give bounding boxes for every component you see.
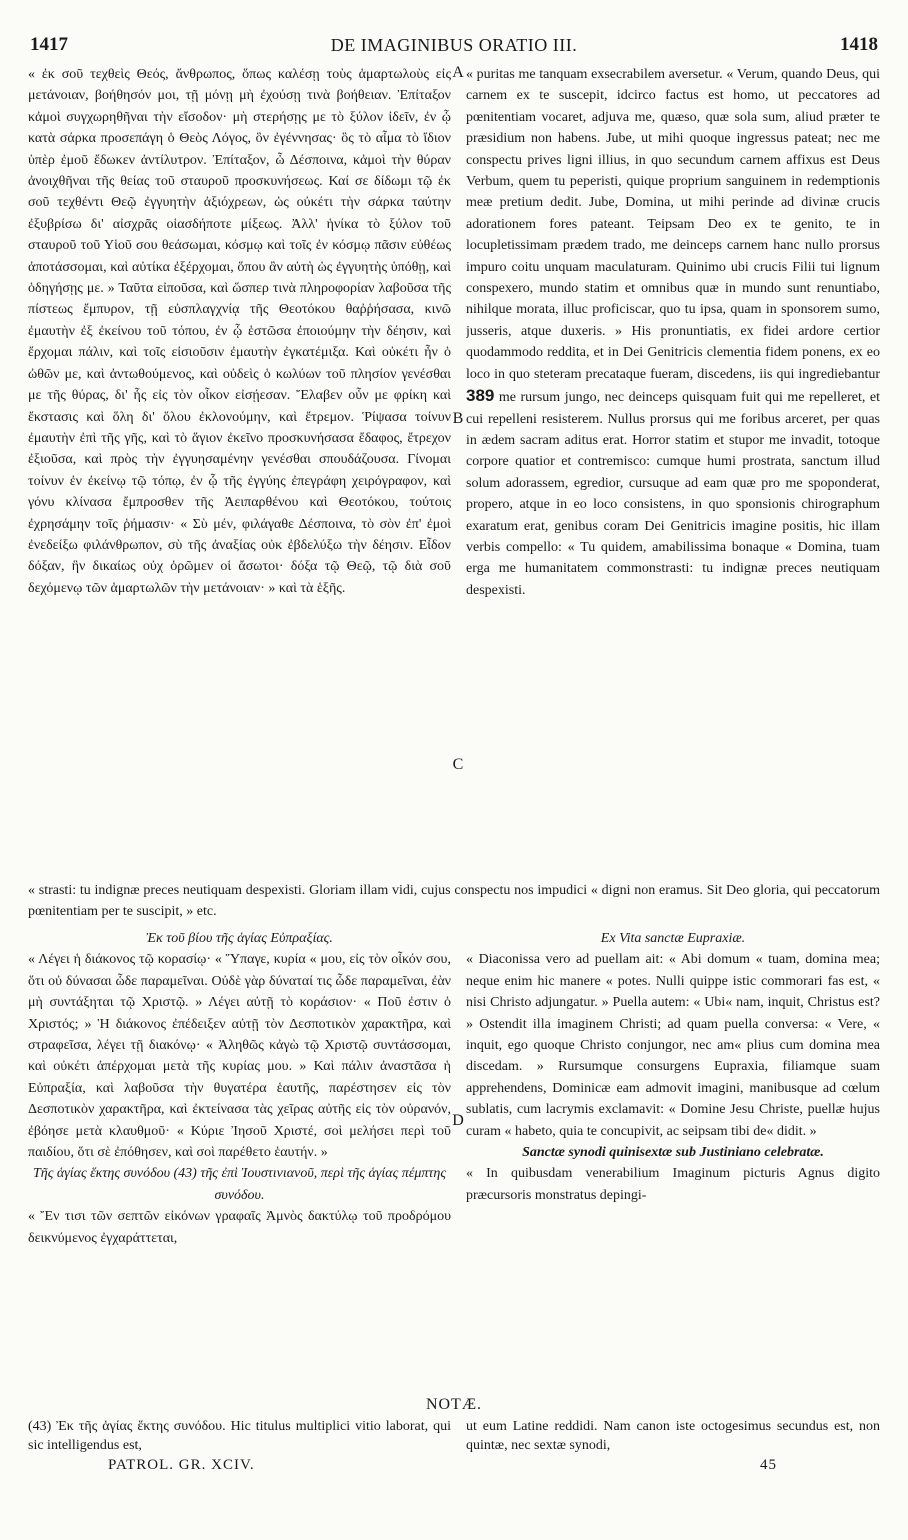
greek-lower-column — [28, 928, 451, 1388]
greek-column — [28, 64, 451, 876]
greek-paragraph: « ἐκ σοῦ τεχθεὶς Θεός, ἄνθρωπος, ὅπως καλέσῃ τοὺς ἁμαρτωλοὺς εἰς μετάνοιαν, βοήθησόν μοι, τῇ μόνῃ μὴ ἐχούσῃ τινὰ βοήθειαν. Ἐπίταξον κἀμοὶ συγχωρηθῆναι τὴν εἴσοδον· μὴ στερήσῃς με τὸ ξύλον ἰδεῖν, ἐν ᾧ κατὰ σάρκα προσεπάγη ὁ Θεὸς Λόγος, ὃν ἐγέννησας· ὃς τὸ αἷμα τὸ ἴδιον ὑπὲρ ἐμοῦ ἔδωκεν ἀντίλυτρον. Ἐπίταξον, ὦ Δέσποινα, κἀμοὶ τὴν θύραν ἀνοιχθῆναι τῆς θείας τοῦ σταυροῦ προσκυνήσεως. Καί σε δίδωμι τῷ ἐκ σοῦ τεχθέντι Θεῷ ἐγγυητὴν ἀξιόχρεων, ὡς οὐκέτι τὴν σάρκα ταύτην ἐξυβρίσω δι' αἰσχρᾶς οἱασδήποτε μίξεως. Ἀλλ' ἡνίκα τὸ ξύλον τοῦ σταυροῦ τοῦ Υἱοῦ σου θεάσωμαι, κόσμῳ καὶ τοῖς ἐν κόσμῳ πᾶσιν εὐθέως ἀποτάσσομαι, καὶ αὐτίκα ἐξέρχομαι, ὅπου ἂν αὐτὴ ὡς ἐγγυητὴς ὑπόθῃ, καὶ ὁδηγήσῃς με. » Ταῦτα εἰποῦσα, καὶ ὥσπερ τινὰ πληροφορίαν λαβοῦσα τῆς πίστεως ἔμπυρον, τῇ εὐσπλαγχνίᾳ τῆς Θεοτόκου θαῤῥήσασα, κινῶ ἐμαυτὴν ἐξ ἐκείνου τοῦ τόπου, ἐν ᾧ ἑστῶσα ἐποιούμην τὴν δέησιν, καὶ ἔρχομαι πάλιν, καὶ τοῖς εἰσιοῦσιν ἐμαυτὴν ἐγκατέμιξα. Καὶ οὐκέτι ἦν ὁ ὠθῶν με, καὶ ἀντωθούμενος, καὶ οὐδεὶς ὁ κωλύων τοῦ πλησίον γενέσθαι με τῆς θύρας, δι' ἧς εἰς τὸν οἶκον εἰσῄεσαν. Ἔλαβεν οὖν με φρίκη καὶ ἔκστασις καὶ ὅλη δι' ὅλου ἐκλονούμην, καὶ ἔτρεμον. Ῥίψασα τοίνυν ἐμαυτὴν ἐπὶ τῆς γῆς, καὶ τὸ ἅγιον ἐκεῖνο προσκυνήσασα ἔδαφος, ἔτρεχον ἐξιοῦσα, καὶ πρὸς τὴν ἐγγυησαμένην γενέσθαι σπουδάζουσα. Γίνομαι τοίνυν ἐν ἐκείνῳ τῷ τόπῳ, ἐν ᾧ τῆς ἐγγύης ἐπεγράφη χειρόγραφον, καὶ γόνυ κλίνασα ἔμπροσθεν τῆς Ἀειπαρθένου καὶ Θεοτόκου, τούτοις ἐχρησάμην τοῖς ῥήμασιν· « Σὺ μέν, φιλάγαθε Δέσποινα, τὸ σὸν ἐπ' ἐμοὶ ἐνεδείξω φιλάνθρωπον, σὺ τῆς ἀναξίας οὐκ ἐβδελύξω τὴν δέησιν. Εἶδον δόξαν, ἣν δικαίως οὐχ ὁρῶμεν οἱ ἄσωτοι· δόξα τῷ Θεῷ, τῷ διὰ σοῦ δεχόμενῳ τῶν ἁμαρτωλῶν τὴν μετάνοιαν· » καὶ τὰ ἑξῆς. — [28, 67, 451, 596]
footer-signature: PATROL. GR. XCIV. — [108, 1457, 255, 1473]
latin-text-part-1: « puritas me tanquam exsecrabilem aversetur. « Verum, quando Deus, qui carnem ex te suscepit, idcirco factus est homo, ut peccatores ad pœnitentiam vocaret, adjuva me, quæso, quæ sola sum, aliud præter te præsidium non habens. Jube, ut mihi quoque ingressus pateat; nec me conspectu prives ligni illius, in quo secundum carnem affixus est Deus Verbum, quem tu peperisti, quique proprium sanguinem in redemptionis meæ pretium dedit. Jube, Domina, ut mihi perinde ad divinæ crucis adorationem fores pateant. Teipsam Deo ex te genito, te in locupletissimam prædem trado, me deinceps carnem hanc nullo prorsus impuro coitu unquam maculaturam. Quinimo ubi crucis Filii tui lignum conspexero, mundo statim et omnibus quæ in mundo sunt renuntiabo, nihilque morata, illuc proficiscar, quo tu ipsa, quam in sponsorem sumo, jusseris, atque duxeris. » His pronuntiatis, ex fidei ardore certior quodammodo reddita, et in Dei Genitricis clementia fidem ponens, ex eo loco in quo steteram precataque fueram, discedens, iis qui ingrediebantur — [466, 67, 880, 382]
latin-synod-text: « In quibusdam venerabilium Imaginum picturis Agnus digito præcursoris monstratus depingi- — [466, 1166, 880, 1203]
margin-letter-a: A — [452, 64, 464, 81]
greek-section-heading-synod: Τῆς ἁγίας ἕκτης συνόδου (43) τῆς ἐπὶ Ἰουστινιανοῦ, περὶ τῆς ἁγίας πέμπτης συνόδου. — [32, 1166, 447, 1203]
latin-eupraxia-text: « Diaconissa vero ad puellam ait: « Abi domum « tuam, domina mea; neque enim hic manere « potes. Nulli quippe istic commorari fas est, « nisi Christo adjungatur. » Puella autem: « Ubi« nam, inquit, Christus est? » Ostendit illa imaginem Christi; ad quam puella conversa: « Vere, « inquit, ego quoque Christo conjungor, nec am« plius cum domina mea discedam. » Rursumque consurgens Eupraxia, filiamque suam apprehendens, Dominicæ eam admovit imagini, manibusque ad cœlum sublatis, cum lacrymis exclamavit: « Domine Jesu Christe, puellæ hujus curam « habeto, quia te concupivit, ac seipsam tibi de« didit. » — [466, 952, 880, 1139]
margin-letter-c: C — [452, 756, 464, 773]
latin-column — [466, 64, 880, 876]
greek-eupraxia-text: « Λέγει ἡ διάκονος τῷ κορασίῳ· « Ὕπαγε, κυρία « μου, εἰς τὸν οἶκόν σου, ὅτι οὐ δύνασαι ὧδε παραμεῖναι. Οὐδὲ γὰρ δύναταί τις ὧδε παραμεῖναι, ἐὰν μὴ συντάξηται τῷ Χριστῷ. » Λέγει αὐτῇ τὸ κοράσιον· « Ποῦ ἐστιν ὁ Χριστός; » Ἡ διάκονος ἐπέδειξεν αὐτῇ τὸν Δεσποτικὸν χαρακτῆρα, καὶ στραφεῖσα, λέγει τῇ διακόνῳ· « Ἀληθῶς κἀγὼ τῷ Χριστῷ συντάσσομαι, καὶ οὐκέτι ἀπέρχομαι μετὰ τῆς κυρίας μου. » Καὶ πάλιν ἀναστᾶσα ἡ Εὐπραξία, καὶ λαβοῦσα τὴν θυγατέρα ἑαυτῆς, παρέστησεν εἰς τὸν Δεσποτικὸν χαρακτῆρα, καὶ ἐκτείνασα τὰς χεῖρας αὐτῆς εἰς τὸν οὐρανόν, ἐβόησε μετὰ κλαυθμοῦ· « Κύριε Ἰησοῦ Χριστέ, σοὶ μελήσει περὶ τοῦ παιδίου, ὅτι σὲ ἐπόθησεν, καὶ σοὶ παρέθετο ἑαυτήν. » — [28, 952, 451, 1161]
greek-section-heading-eupraxia: Ἐκ τοῦ βίου τῆς ἁγίας Εὐπραξίας. — [146, 931, 333, 946]
spanning-lines — [28, 880, 880, 924]
footer-sheet-number: 45 — [760, 1457, 777, 1473]
note-left: (43) Ἐκ τῆς ἁγίας ἕκτης συνόδου. Hic titulus multiplici vitio laborat, qui sic intelligendus est, — [28, 1419, 451, 1453]
spanning-text: « strasti: tu indignæ preces neutiquam despexisti. Gloriam illam vidi, cujus conspectu nos impudici « digni non eramus. Sit Deo gloria, qui peccatorum pœnitentiam per te suscipit, » etc. — [28, 883, 880, 920]
latin-section-heading-eupraxia: Ex Vita sanctæ Eupraxiæ. — [600, 931, 746, 946]
notes-title: NOTÆ. — [425, 1396, 483, 1413]
greek-synod-text: « Ἔν τισι τῶν σεπτῶν εἰκόνων γραφαῖς Ἀμνὸς δακτύλῳ τοῦ προδρόμου δεικνύμενος ἐγχαράττεται, — [28, 1209, 451, 1246]
latin-section-heading-synod: Sanctæ synodi quinisextæ sub Justiniano celebratæ. — [522, 1145, 824, 1161]
note-right: ut eum Latine reddidi. Nam canon iste octogesimus secundus est, non quintæ, nec sextæ synodi, — [466, 1419, 880, 1453]
margin-letter-d: D — [452, 1112, 464, 1129]
margin-letter-b: B — [452, 410, 464, 427]
latin-text-part-2: me rursum jungo, nec deinceps quisquam fuit qui me repelleret, et cui repelleni resisterem. Nullus prorsus qui me foribus arceret, per quas in ædem sacram aditus erat. Horror statim et stupor me invadit, totoque corpore quatior et contremisco: cumque humi prostrata, sanctum illud solum adorassem, egredior, cursuque ad eam quæ pro me spoponderat, propero, atque in eo loco consistens, in quo sponsionis chirographum exaratum erat, genibus coram Dei Genitricis imagine positis, hic illam verbis compello: « Tu quidem, amabilissima bonaque « Domina, tuam erga me humanitatem commonstrasti: tu indignæ preces neutiquam despexisti. — [466, 390, 880, 598]
latin-paragraph — [466, 64, 880, 601]
page-header — [30, 30, 878, 60]
latin-lower-column — [466, 928, 880, 1388]
page-number-right: 1418 — [839, 34, 878, 55]
running-title: DE IMAGINIBUS ORATIO III. — [330, 34, 578, 55]
page-number-left: 1417 — [30, 34, 68, 55]
column-marker: 389 — [466, 386, 495, 406]
